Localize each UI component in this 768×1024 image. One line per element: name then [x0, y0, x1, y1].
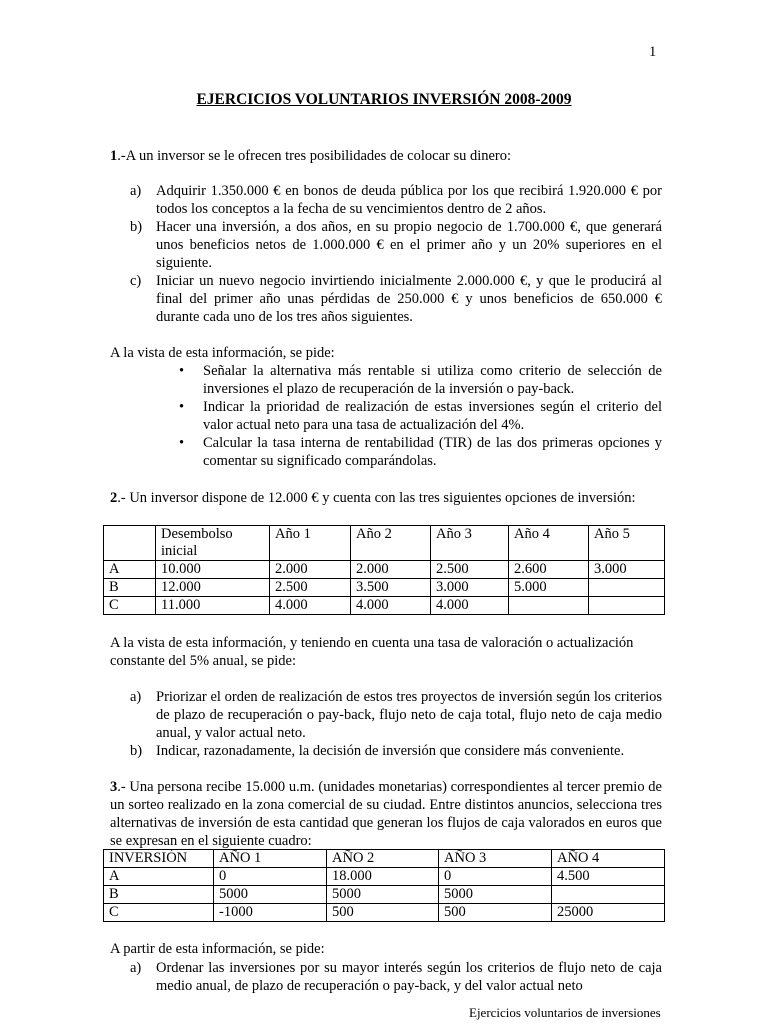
bullet-icon: • [179, 435, 185, 451]
list-item [110, 218, 662, 272]
exercise-2-ask: A la vista de esta información, y teniendo en cuenta una tasa de valoración o actualización constante del 5% anual, se pide: [110, 635, 634, 669]
exercise-2-table [103, 525, 665, 615]
list-marker: b) [130, 743, 143, 759]
list-marker: a) [130, 183, 142, 199]
table-row [104, 886, 665, 904]
list-item [110, 398, 662, 434]
exercise-1-options [110, 182, 662, 326]
exercise-3-ask: A partir de esta información, se pide: [110, 941, 325, 957]
list-item [110, 742, 662, 760]
table-row [104, 561, 665, 579]
exercise-3-table-wrap [103, 849, 664, 922]
table-cell: 4.000 [270, 597, 351, 615]
table-cell: 12.000 [156, 579, 270, 597]
table-cell: 3.000 [431, 579, 509, 597]
list-item-text: Indicar la prioridad de realización de estas inversiones según el criterio del valor actual neto para una tasa de actualización del 4%. [203, 399, 662, 433]
page-number: 1 [649, 44, 657, 60]
list-item [110, 959, 662, 995]
list-item-text: Hacer una inversión, a dos años, en su propio negocio de 1.700.000 €, que generará unos beneficios netos de 1.000.000 € en el primer año y un 20% superiores en el siguiente. [156, 219, 662, 271]
list-item [110, 434, 662, 470]
exercise-3-options [110, 959, 662, 995]
table-cell: C [104, 597, 156, 615]
table-row [104, 597, 665, 615]
exercise-2-table-wrap [103, 525, 664, 615]
exercise-text: .-A un inversor se le ofrecen tres posibilidades de colocar su dinero: [117, 148, 512, 164]
table-cell [552, 886, 665, 904]
page-footer: Ejercicios voluntarios de inversiones [469, 1005, 661, 1020]
exercise-number: 2 [110, 490, 118, 506]
table-header-cell: Año 5 [589, 526, 665, 561]
list-item [110, 362, 662, 398]
exercise-1-intro [110, 147, 662, 165]
table-cell: 2.500 [431, 561, 509, 579]
bullet-icon: • [179, 363, 185, 379]
exercise-text: .- Un inversor dispone de 12.000 € y cuenta con las tres siguientes opciones de inversión: [117, 490, 636, 506]
list-item-text: Iniciar un nuevo negocio invirtiendo inicialmente 2.000.000 €, y que le producirá al final del primer año unas pérdidas de 250.000 € y unos beneficios de 650.000 € durante cada uno de los tres años siguientes. [156, 273, 662, 325]
table-header-row [104, 850, 665, 868]
table-cell: 5.000 [509, 579, 589, 597]
table-cell: 4.000 [351, 597, 431, 615]
table-header-cell: Año 4 [509, 526, 589, 561]
exercise-1-bullets [110, 362, 662, 470]
list-item [110, 688, 662, 742]
list-item [110, 272, 662, 326]
table-row [104, 579, 665, 597]
exercise-3-intro [110, 778, 662, 850]
table-cell: 2.000 [270, 561, 351, 579]
table-cell: 500 [439, 904, 552, 922]
table-cell: 0 [214, 868, 327, 886]
table-header-cell: Año 2 [351, 526, 431, 561]
table-cell [589, 597, 665, 615]
table-cell: 3.500 [351, 579, 431, 597]
list-item-text: Adquirir 1.350.000 € en bonos de deuda pública por los que recibirá 1.920.000 € por todos los conceptos a la fecha de su vencimientos dentro de 2 años. [156, 183, 662, 217]
table-header-cell: Año 1 [270, 526, 351, 561]
table-cell: 4.000 [431, 597, 509, 615]
exercise-3-table [103, 849, 665, 922]
exercise-1-ask: A la vista de esta información, se pide: [110, 345, 335, 361]
table-cell: 4.500 [552, 868, 665, 886]
exercise-number: 1 [110, 148, 118, 164]
table-cell: 5000 [439, 886, 552, 904]
table-cell: -1000 [214, 904, 327, 922]
exercise-text: .- Una persona recibe 15.000 u.m. (unidades monetarias) correspondientes al tercer premio de un sorteo realizado en la zona comercial de su ciudad. Entre distintos anuncios, selecciona tres alternativas de inversión de esta cantidad que generan los flujos de caja valorados en euros que se expresan en el siguiente cuadro: [110, 779, 662, 849]
list-marker: b) [130, 219, 143, 235]
list-item-text: Indicar, razonadamente, la decisión de inversión que considere más conveniente. [156, 743, 625, 759]
table-cell [589, 579, 665, 597]
page-title: EJERCICIOS VOLUNTARIOS INVERSIÓN 2008-2009 [196, 91, 572, 108]
table-cell: B [104, 579, 156, 597]
list-item-text: Ordenar las inversiones por su mayor interés según los criterios de flujo neto de caja medio anual, de plazo de recuperación o pay-back, y del valor actual neto [156, 960, 662, 994]
table-cell: 25000 [552, 904, 665, 922]
exercise-2-options [110, 688, 662, 760]
table-row [104, 868, 665, 886]
list-item-text: Priorizar el orden de realización de estos tres proyectos de inversión según los criterios de plazo de recuperación o pay-back, flujo neto de caja total, flujo neto de caja medio anual, y valor actual neto. [156, 689, 662, 741]
table-header-cell: Año 3 [431, 526, 509, 561]
table-cell: 2.600 [509, 561, 589, 579]
table-cell: 18.000 [327, 868, 439, 886]
table-cell: 11.000 [156, 597, 270, 615]
table-header-cell: AÑO 4 [552, 850, 665, 868]
table-cell: 3.000 [589, 561, 665, 579]
table-cell: 2.000 [351, 561, 431, 579]
table-row [104, 904, 665, 922]
list-marker: a) [130, 689, 142, 705]
table-cell [509, 597, 589, 615]
list-marker: a) [130, 960, 142, 976]
table-cell: B [104, 886, 214, 904]
table-cell: 5000 [327, 886, 439, 904]
table-header-cell: Desembolso inicial [156, 526, 270, 561]
table-header-row [104, 526, 665, 561]
list-item [110, 182, 662, 218]
table-header-cell: INVERSIÓN [104, 850, 214, 868]
exercise-number: 3 [110, 779, 118, 795]
table-cell: 500 [327, 904, 439, 922]
table-cell: 2.500 [270, 579, 351, 597]
table-cell: 10.000 [156, 561, 270, 579]
table-header-cell: AÑO 2 [327, 850, 439, 868]
list-item-text: Señalar la alternativa más rentable si utiliza como criterio de selección de inversiones el plazo de recuperación de la inversión o pay-back. [203, 363, 662, 397]
table-cell: 5000 [214, 886, 327, 904]
table-header-cell [104, 526, 156, 561]
list-item-text: Calcular la tasa interna de rentabilidad (TIR) de las dos primeras opciones y comentar su significado comparándolas. [203, 435, 662, 469]
table-cell: 0 [439, 868, 552, 886]
table-cell: A [104, 561, 156, 579]
table-header-cell: AÑO 1 [214, 850, 327, 868]
exercise-2-intro [110, 489, 662, 507]
bullet-icon: • [179, 399, 185, 415]
table-cell: C [104, 904, 214, 922]
table-header-cell: AÑO 3 [439, 850, 552, 868]
table-cell: A [104, 868, 214, 886]
list-marker: c) [130, 273, 142, 289]
